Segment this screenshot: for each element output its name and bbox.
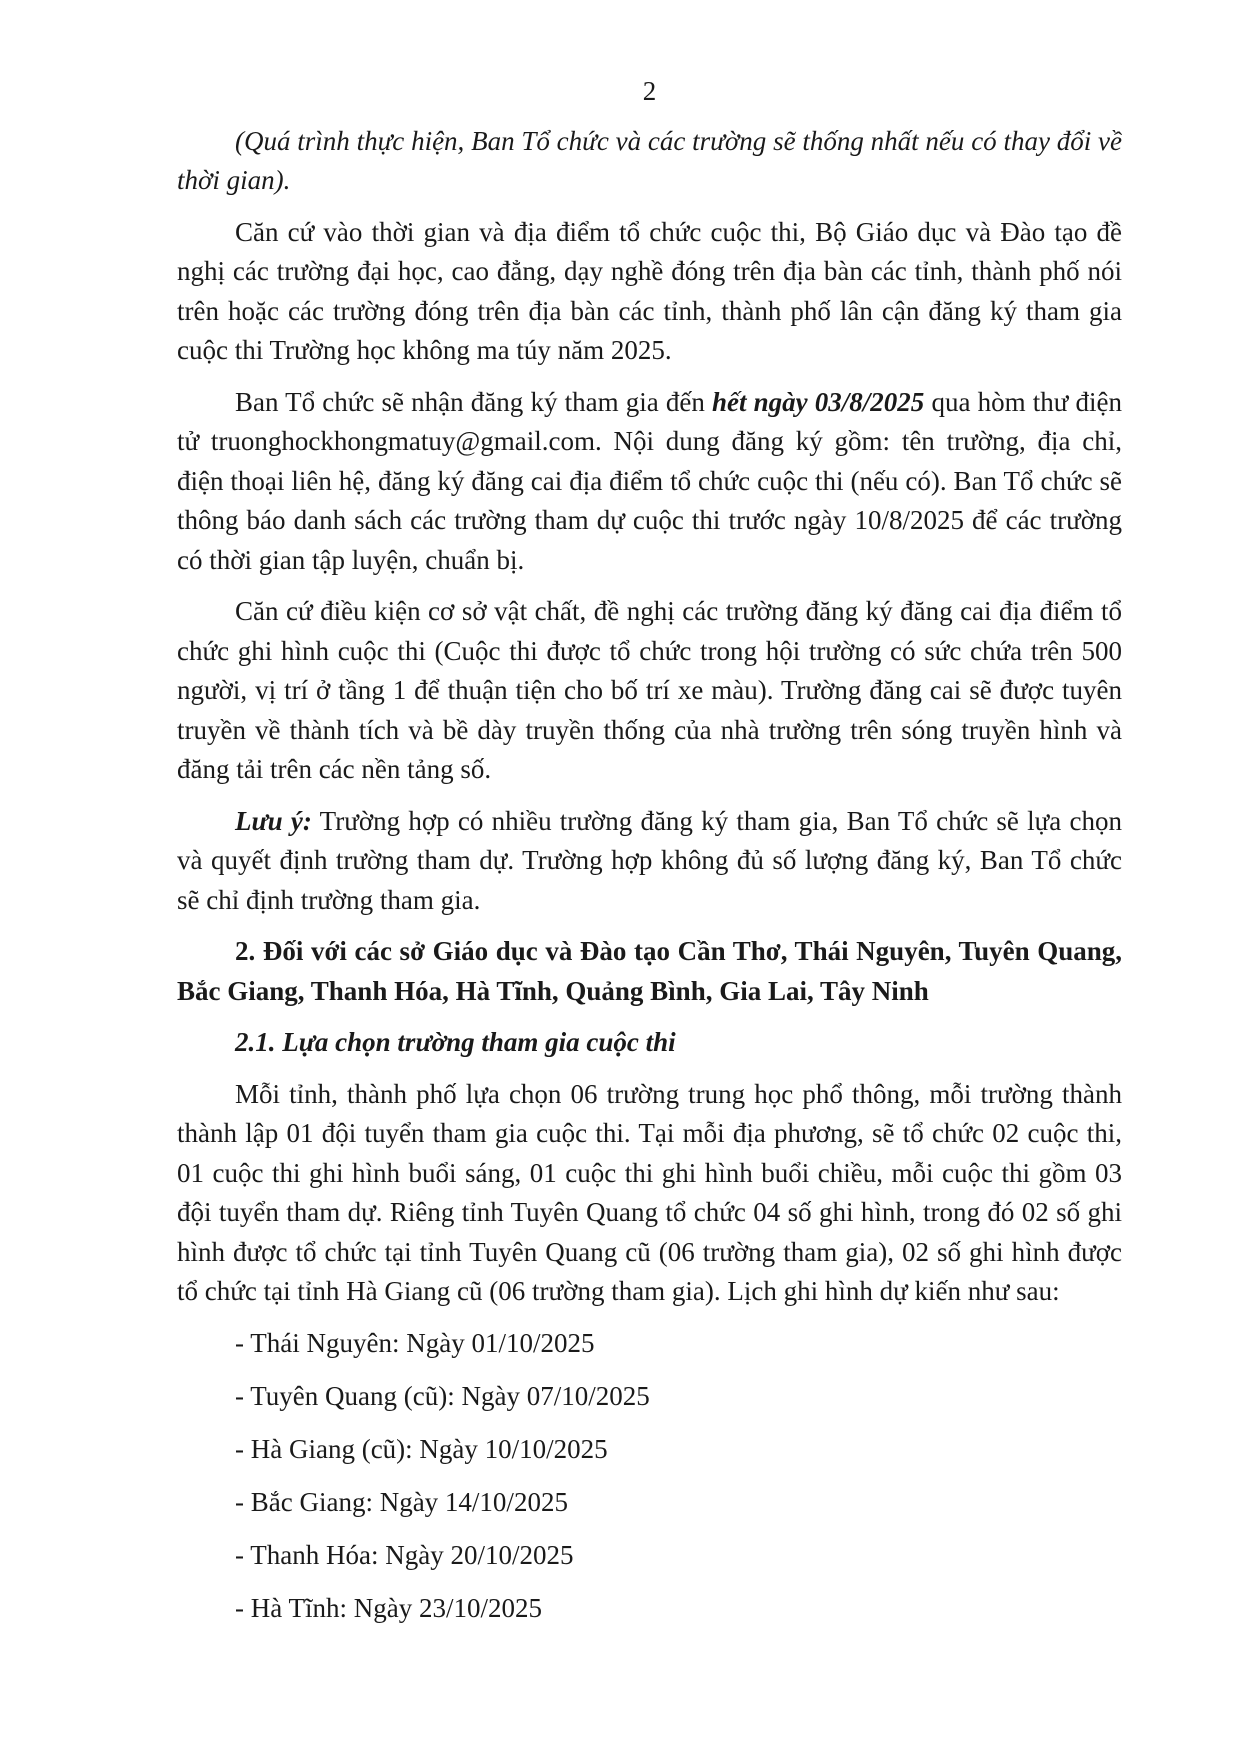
page-number: 2	[642, 76, 657, 106]
schedule-item: - Hà Giang (cũ): Ngày 10/10/2025	[235, 1433, 608, 1464]
registration-deadline: hết ngày 03/8/2025	[712, 386, 925, 417]
paragraph-basis: Căn cứ vào thời gian và địa điểm tổ chức cuộc thi, Bộ Giáo dục và Đào tạo đề nghị các trường đại học, cao đẳng, dạy nghề đóng trên địa bàn các tỉnh, thành phố nói trên hoặc các trường đóng trên địa bàn các tỉnh, thành phố lân cận đăng ký tham gia cuộc thi Trường học không ma túy năm 2025.	[177, 216, 1122, 365]
time-change-note: (Quá trình thực hiện, Ban Tổ chức và các trường sẽ thống nhất nếu có thay đổi về thời gian).	[177, 125, 1122, 195]
paragraph-note	[177, 802, 1122, 921]
schedule-item: - Thái Nguyên: Ngày 01/10/2025	[235, 1327, 595, 1358]
schedule-item: - Thanh Hóa: Ngày 20/10/2025	[235, 1539, 574, 1570]
registration-text-before: Ban Tổ chức sẽ nhận đăng ký tham gia đến	[235, 386, 712, 417]
paragraph-selection: Mỗi tỉnh, thành phố lựa chọn 06 trường trung học phổ thông, mỗi trường thành thành lập 01 đội tuyển tham gia cuộc thi. Tại mỗi địa phương, sẽ tổ chức 02 cuộc thi, 01 cuộc thi ghi hình buổi sáng, 01 cuộc thi ghi hình buổi chiều, mỗi cuộc thi gồm 03 đội tuyển tham dự. Riêng tỉnh Tuyên Quang tổ chức 04 số ghi hình, trong đó 02 số ghi hình được tổ chức tại tỉnh Tuyên Quang cũ (06 trường tham gia), 02 số ghi hình được tổ chức tại tỉnh Hà Giang cũ (06 trường tham gia). Lịch ghi hình dự kiến như sau:	[177, 1078, 1122, 1306]
document-page	[177, 72, 1122, 1642]
schedule-item: - Bắc Giang: Ngày 14/10/2025	[235, 1486, 568, 1517]
subsection-heading: 2.1. Lựa chọn trường tham gia cuộc thi	[235, 1027, 676, 1057]
schedule-item: - Hà Tĩnh: Ngày 23/10/2025	[235, 1592, 542, 1623]
recording-schedule-list	[177, 1324, 1122, 1629]
paragraph-registration	[177, 383, 1122, 581]
section-heading: 2. Đối với các sở Giáo dục và Đào tạo Cần Thơ, Thái Nguyên, Tuyên Quang, Bắc Giang, Thanh Hóa, Hà Tĩnh, Quảng Bình, Gia Lai, Tây Ninh	[177, 936, 1122, 1006]
schedule-item: - Tuyên Quang (cũ): Ngày 07/10/2025	[235, 1380, 650, 1411]
note-label: Lưu ý:	[235, 805, 312, 836]
registration-text-after: qua hòm thư điện tử truonghockhongmatuy@gmail.com. Nội dung đăng ký gồm: tên trường, địa chỉ, điện thoại liên hệ, đăng ký đăng cai địa điểm tổ chức cuộc thi (nếu có). Ban Tổ chức sẽ thông báo danh sách các trường tham dự cuộc thi trước ngày 10/8/2025 để các trường có thời gian tập luyện, chuẩn bị.	[177, 386, 1123, 575]
paragraph-facility: Căn cứ điều kiện cơ sở vật chất, đề nghị các trường đăng ký đăng cai địa điểm tổ chức ghi hình cuộc thi (Cuộc thi được tổ chức trong hội trường có sức chứa trên 500 người, vị trí ở tầng 1 để thuận tiện cho bố trí xe màu). Trường đăng cai sẽ được tuyên truyền về thành tích và bề dày truyền thống của nhà trường trên sóng truyền hình và đăng tải trên các nền tảng số.	[177, 596, 1122, 784]
note-text: Trường hợp có nhiều trường đăng ký tham gia, Ban Tổ chức sẽ lựa chọn và quyết định trường tham dự. Trường hợp không đủ số lượng đăng ký, Ban Tổ chức sẽ chỉ định trường tham gia.	[177, 805, 1122, 915]
